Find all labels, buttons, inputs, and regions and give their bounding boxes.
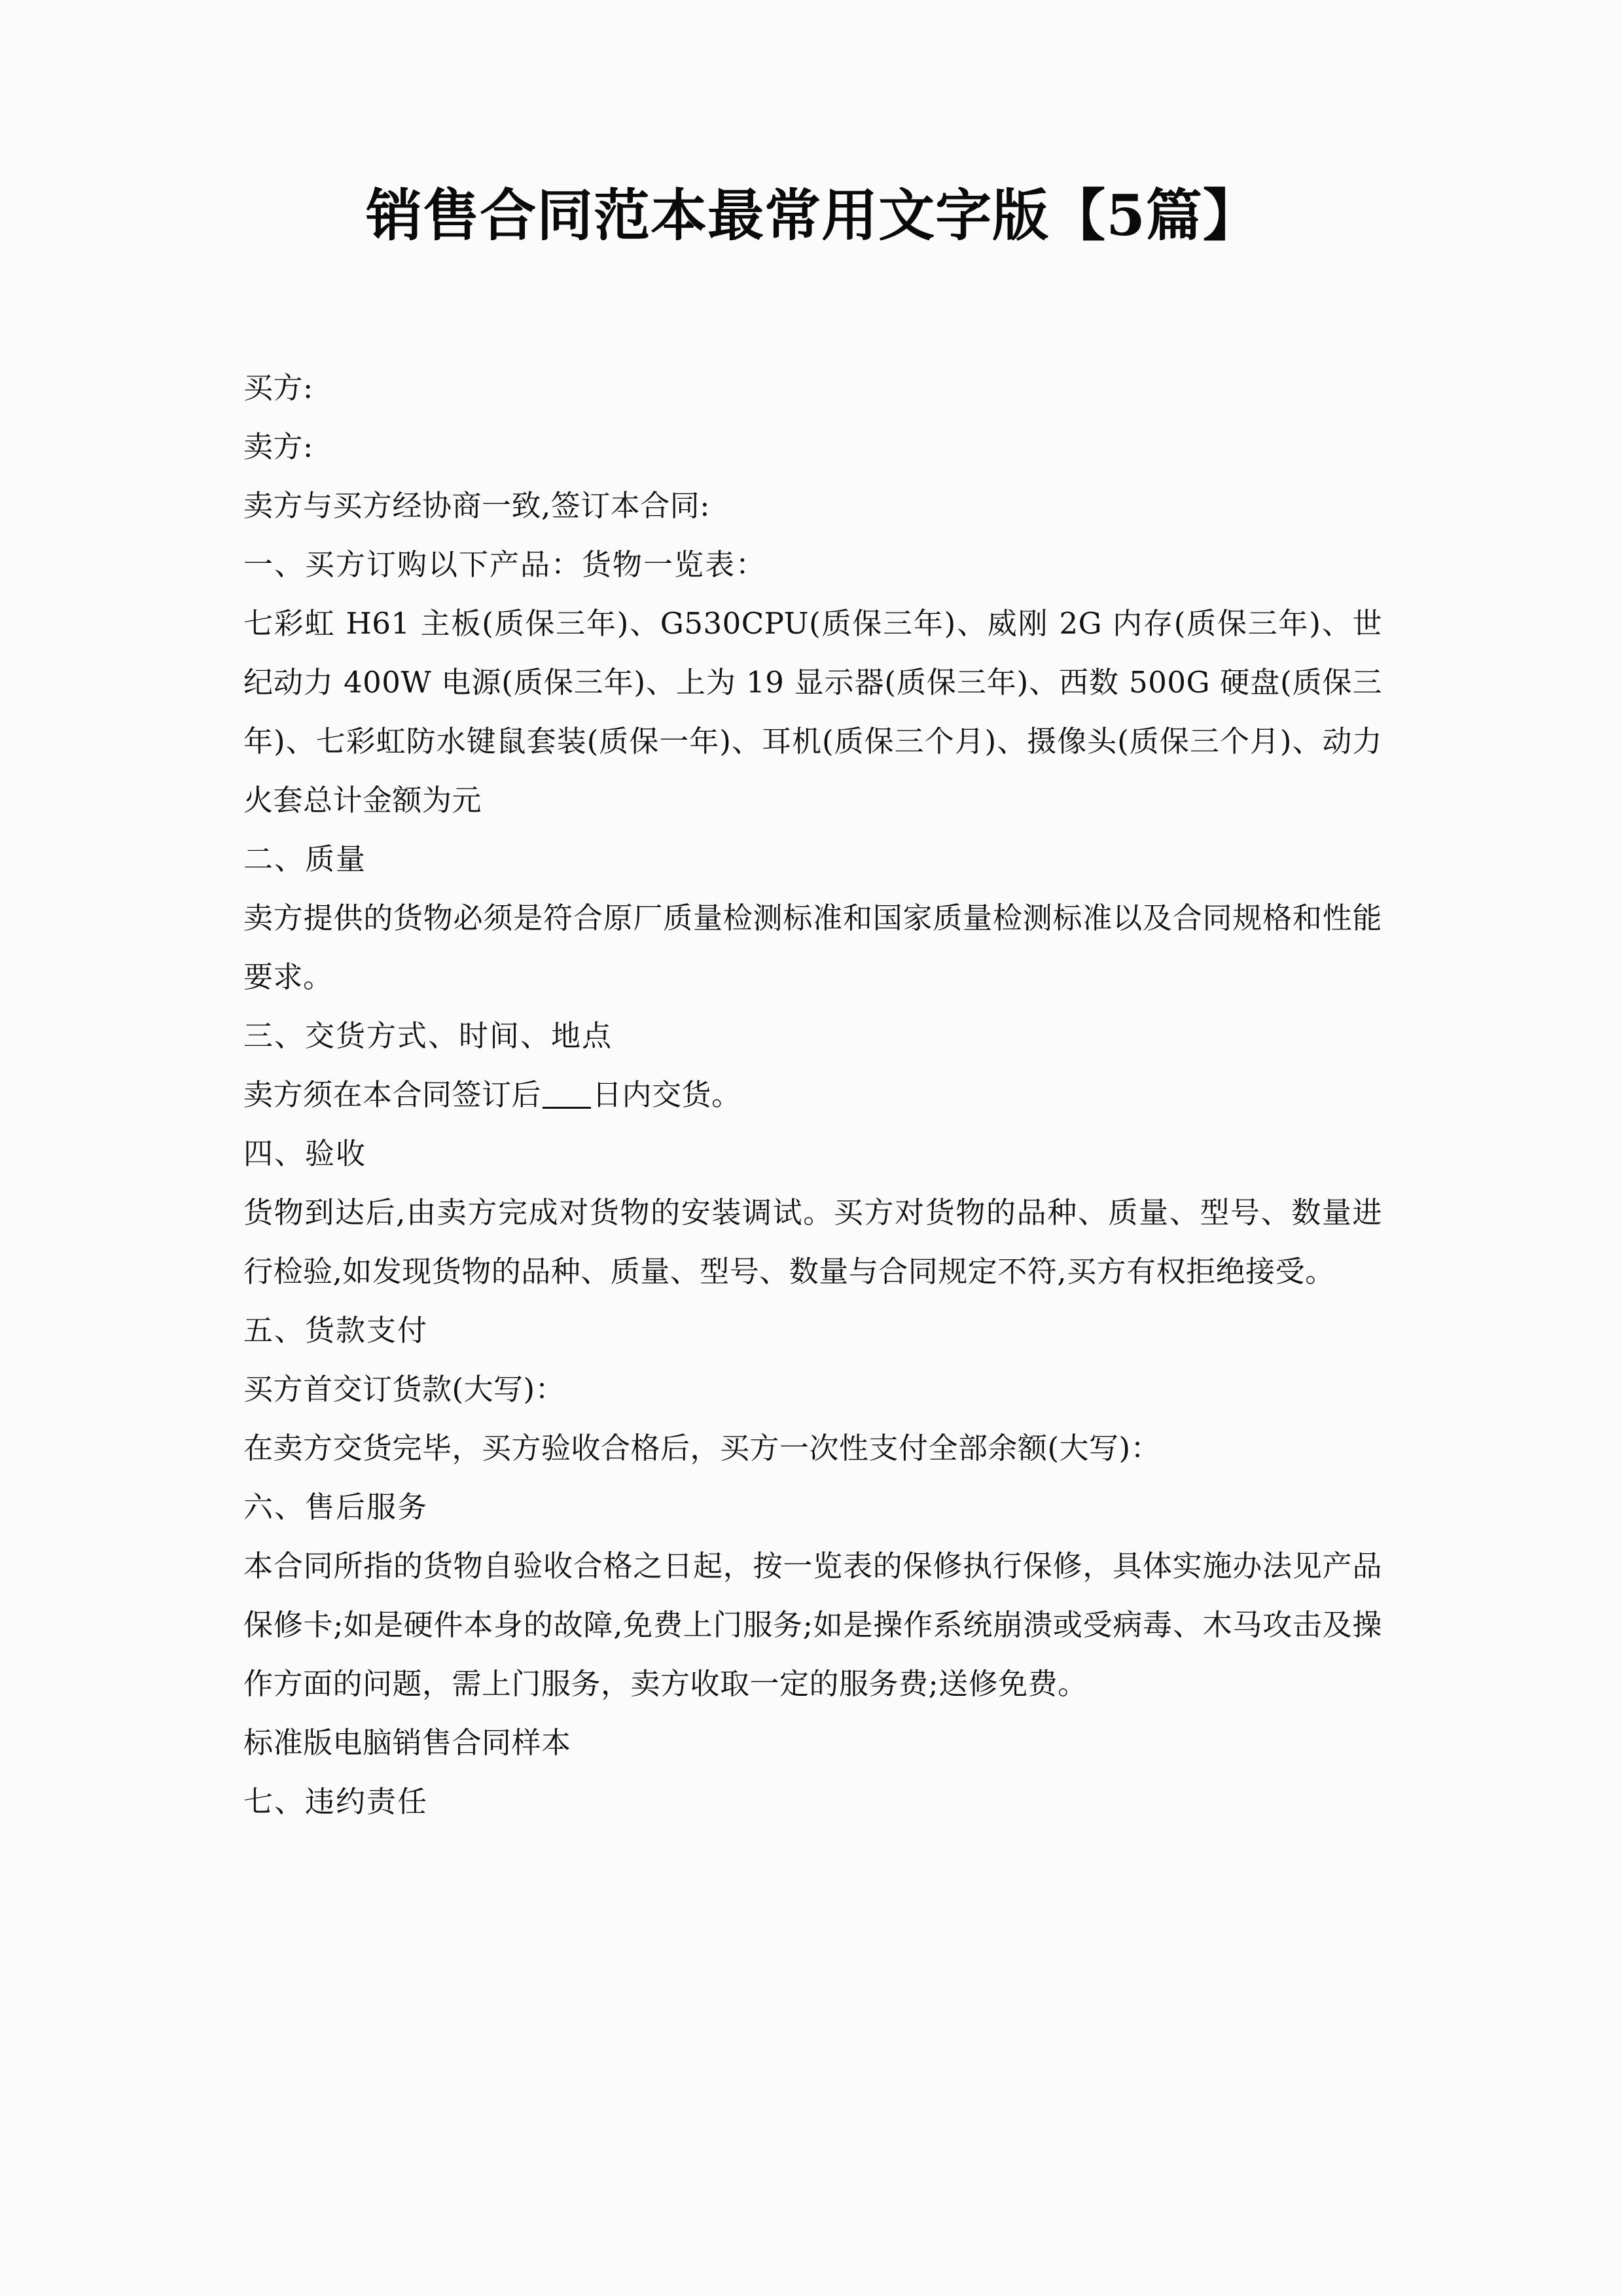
seller-line: 卖方: — [243, 429, 313, 464]
preamble-paragraph: 卖方与买方经协商一致,签订本合同: — [243, 488, 710, 523]
clause-1-heading: 一、买方订购以下产品：货物一览表： — [243, 547, 767, 582]
sample-note-line: 标准版电脑销售合同样本 — [243, 1725, 571, 1760]
clause-1-goods-list: 七彩虹 H61 主板(质保三年)、G530CPU(质保三年)、威刚 2G 内存(质保三年)、世纪动力 400W 电源(质保三年)、上为 19 显示器(质保三年)、西数 500G 硬盘(质保三年)、七彩虹防水键鼠套装(质保一年)、耳机(质保三个月)、摄像头(质保三个月)、动力火套总计金额为元 — [243, 605, 1382, 817]
page-content-column — [243, 0, 1382, 1831]
clause-7-heading: 七、违约责任 — [243, 1784, 429, 1819]
buyer-line: 买方: — [243, 370, 313, 405]
clause-5-balance-payment: 在卖方交货完毕，买方验收合格后，买方一次性支付全部余额(大写)： — [243, 1430, 1161, 1465]
clause-6-body: 本合同所指的货物自验收合格之日起，按一览表的保修执行保修，具体实施办法见产品保修卡;如是硬件本身的故障,免费上门服务;如是操作系统崩溃或受病毒、木马攻击及操作方面的问题，需上门服务，卖方收取一定的服务费;送修免费。 — [243, 1548, 1382, 1701]
contract-body — [243, 359, 1382, 1831]
clause-2-heading: 二、质量 — [243, 841, 367, 876]
clause-6-heading: 六、售后服务 — [243, 1489, 429, 1524]
clause-3-body — [243, 1066, 1382, 1124]
clause-3-heading: 三、交货方式、时间、地点 — [243, 1018, 613, 1053]
clause-5-first-payment: 买方首交订货款(大写)： — [243, 1371, 565, 1407]
clause-3-body-suffix: 日内交货。 — [592, 1077, 741, 1112]
clause-3-body-prefix: 卖方须在本合同签订后 — [243, 1077, 542, 1112]
clause-4-body: 货物到达后,由卖方完成对货物的安装调试。买方对货物的品种、质量、型号、数量进行检验,如发现货物的品种、质量、型号、数量与合同规定不符,买方有权拒绝接受。 — [243, 1194, 1382, 1289]
clause-2-body: 卖方提供的货物必须是符合原厂质量检测标准和国家质量检测标准以及合同规格和性能要求。 — [243, 900, 1382, 994]
page-title: 销售合同范本最常用文字版【5篇】 — [366, 183, 1260, 249]
clause-4-heading: 四、验收 — [243, 1136, 367, 1171]
clause-5-heading: 五、货款支付 — [243, 1312, 429, 1348]
delivery-days-blank — [543, 1107, 591, 1109]
